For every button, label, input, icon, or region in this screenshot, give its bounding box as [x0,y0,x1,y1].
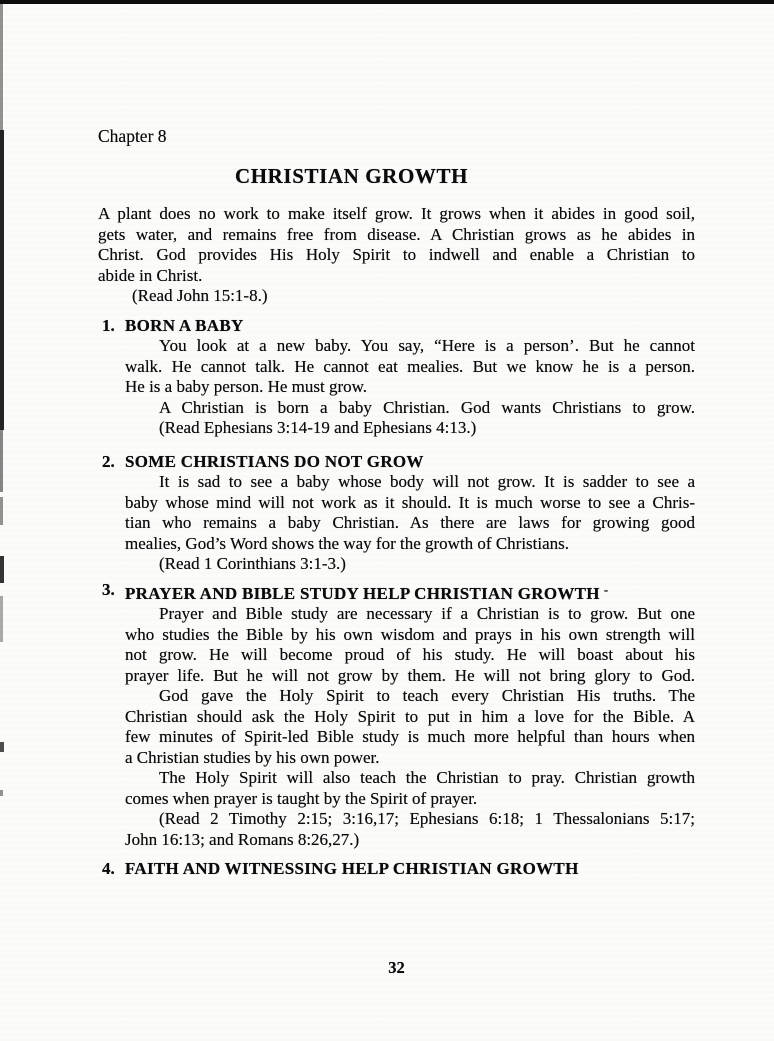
text-line: (Read Ephesians 3:14-19 and Ephesians 4:13.) [159,418,477,437]
text-line: baby whose mind will not work as it should. It is much worse to see a Chris- [125,492,695,512]
page-content [98,4,695,880]
intro-paragraph [98,204,695,307]
section [98,580,695,851]
text-line: abide in Christ. [98,265,203,285]
text-line: (Read 1 Corinthians 3:1-3.) [159,554,346,573]
text-line: Prayer and Bible study are necessary if a Christian is to grow. But one [159,604,695,623]
text-line: walk. He cannot talk. He cannot eat mealies. But we know he is a person. [125,356,695,376]
section [98,316,695,439]
text-line: not grow. He will become proud of his study. He will boast about his [125,645,695,664]
sections [98,316,695,880]
scan-artifact-left [0,596,3,642]
page-number: 32 [388,958,405,977]
text-line: tian who remains a baby Christian. As there are laws for growing good [125,513,695,532]
text-line: The Holy Spirit will also teach the Christian to pray. Christian growth [159,768,695,787]
text-line: Christian should ask the Holy Spirit to put in him a love for the Bible. A [125,706,695,726]
text-line: God gave the Holy Spirit to teach every Christian His truths. The [159,686,695,705]
section [98,859,695,880]
text-line: prayer life. But he will not grow by them. He will not bring glory to God. [125,665,695,685]
text-line: gets water, and remains free from disease. A Christian grows as he abides in [98,224,695,244]
scan-artifact-left [0,742,4,752]
section-lines [125,604,695,850]
text-line: Christ. God provides His Holy Spirit to indwell and enable a Christian to [98,245,695,264]
section-number: 4. [102,859,115,878]
scan-artifact-left [0,130,4,430]
scan-artifact-left [0,790,3,796]
section-heading: PRAYER AND BIBLE STUDY HELP CHRISTIAN GROWTH - [125,582,609,603]
scan-artifact-left [0,497,3,525]
scan-artifact-left [0,4,3,130]
text-line: John 16:13; and Romans 8:26,27.) [125,829,360,849]
section-lines [125,336,695,439]
section-heading: BORN A BABY [125,315,244,335]
section-heading: FAITH AND WITNESSING HELP CHRISTIAN GROWTH [125,859,579,878]
scan-artifact-left [0,430,3,492]
text-line: who studies the Bible by his own wisdom and prays in his own strength will [125,624,695,644]
heading-suffix-mark: - [603,582,609,597]
section-number: 1. [102,315,115,335]
text-line: (Read 2 Timothy 2:15; 3:16,17; Ephesians 6:18; 1 Thessalonians 5:17; [159,809,695,828]
text-line: You look at a new baby. You say, “Here is a person’. But he cannot [159,336,695,355]
text-line: It is sad to see a baby whose body will not grow. It is sadder to see a [159,472,695,491]
section-number: 2. [102,451,115,471]
chapter-label: Chapter 8 [98,126,167,146]
text-line: a Christian studies by his own power. [125,747,380,767]
section-heading: SOME CHRISTIANS DO NOT GROW [125,451,424,471]
text-line: (Read John 15:1-8.) [132,286,268,305]
text-line: few minutes of Spirit-led Bible study is much more helpful than hours when [125,727,695,746]
section [98,452,695,575]
text-line: comes when prayer is taught by the Spirit of prayer. [125,788,478,808]
section-number: 3. [102,579,115,599]
scan-artifact-left [0,556,4,583]
page-title: CHRISTIAN GROWTH [234,164,469,188]
text-line: He is a baby person. He must grow. [125,377,368,396]
text-line: mealies, God’s Word shows the way for the growth of Christians. [125,533,570,553]
text-line: A plant does no work to make itself grow. It grows when it abides in good soil, [98,204,695,223]
section-lines [125,472,695,575]
text-line: A Christian is born a baby Christian. God wants Christians to grow. [159,397,695,417]
